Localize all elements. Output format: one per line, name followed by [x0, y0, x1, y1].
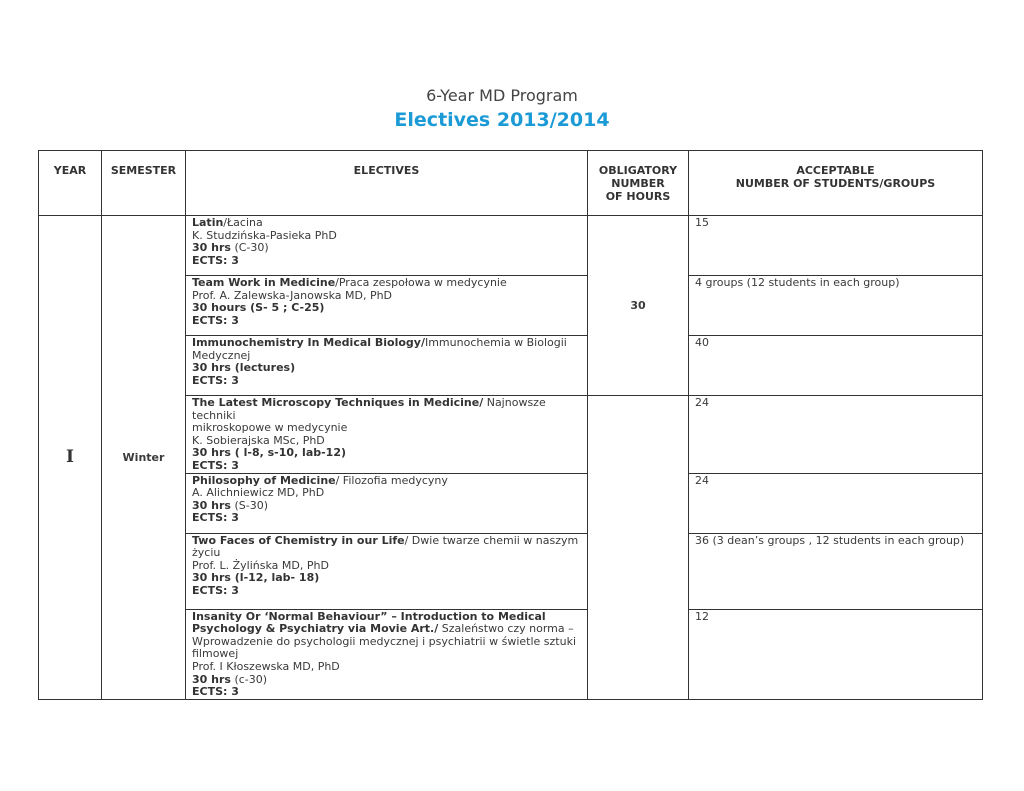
acceptable-cell: 4 groups (12 students in each group): [689, 276, 983, 336]
header-electives: ELECTIVES: [186, 151, 588, 216]
elective-cell: Two Faces of Chemistry in our Life/ Dwie twarze chemii w naszym życiu Prof. L. Żylińska MD, PhD 30 hrs (l-12, lab- 18) ECTS: 3: [186, 533, 588, 609]
year-cell: I: [39, 216, 102, 700]
acceptable-cell: 15: [689, 216, 983, 276]
header-acceptable-number: ACCEPTABLE NUMBER OF STUDENTS/GROUPS: [689, 151, 983, 216]
obligatory-hours-cell-empty: [588, 396, 689, 700]
acceptable-cell: 36 (3 dean’s groups , 12 students in each group): [689, 533, 983, 609]
header-semester: SEMESTER: [102, 151, 186, 216]
acceptable-cell: 12: [689, 609, 983, 699]
semester-cell: Winter: [102, 216, 186, 700]
table-row: [39, 216, 983, 276]
elective-cell: Team Work in Medicine/Praca zespołowa w medycynie Prof. A. Zalewska-Janowska MD, PhD 30 hours (S- 5 ; C-25) ECTS: 3: [186, 276, 588, 336]
elective-cell: The Latest Microscopy Techniques in Medicine/ Najnowsze techniki mikroskopowe w medycynie K. Sobierajska MSc, PhD 30 hrs ( l-8, s-10, lab-12) ECTS: 3: [186, 396, 588, 474]
acceptable-cell: 40: [689, 336, 983, 396]
header-year: YEAR: [39, 151, 102, 216]
elective-cell: Insanity Or ‘Normal Behaviour” – Introduction to Medical Psychology & Psychiatry via Movie Art./ Szaleństwo czy norma – Wprowadzenie do psychologii medycznej i psychiatrii w świetle sztuki filmowej Prof. I Kłoszewska MD, PhD 30 hrs (c-30) ECTS: 3: [186, 609, 588, 699]
obligatory-hours-cell: 30: [588, 216, 689, 396]
document-subtitle: Electives 2013/2014: [394, 109, 610, 131]
document-title: 6-Year MD Program: [426, 86, 578, 105]
table-header-row: [39, 151, 983, 216]
acceptable-cell: 24: [689, 396, 983, 474]
elective-cell: Latin/Łacina K. Studzińska-Pasieka PhD 30 hrs (C-30) ECTS: 3: [186, 216, 588, 276]
elective-cell: Immunochemistry In Medical Biology/Immunochemia w Biologii Medycznej 30 hrs (lectures) ECTS: 3: [186, 336, 588, 396]
header-obligatory-hours: OBLIGATORY NUMBER OF HOURS: [588, 151, 689, 216]
electives-table: [38, 150, 983, 700]
elective-cell: Philosophy of Medicine/ Filozofia medycyny A. Alichniewicz MD, PhD 30 hrs (S-30) ECTS: 3: [186, 473, 588, 533]
acceptable-cell: 24: [689, 473, 983, 533]
